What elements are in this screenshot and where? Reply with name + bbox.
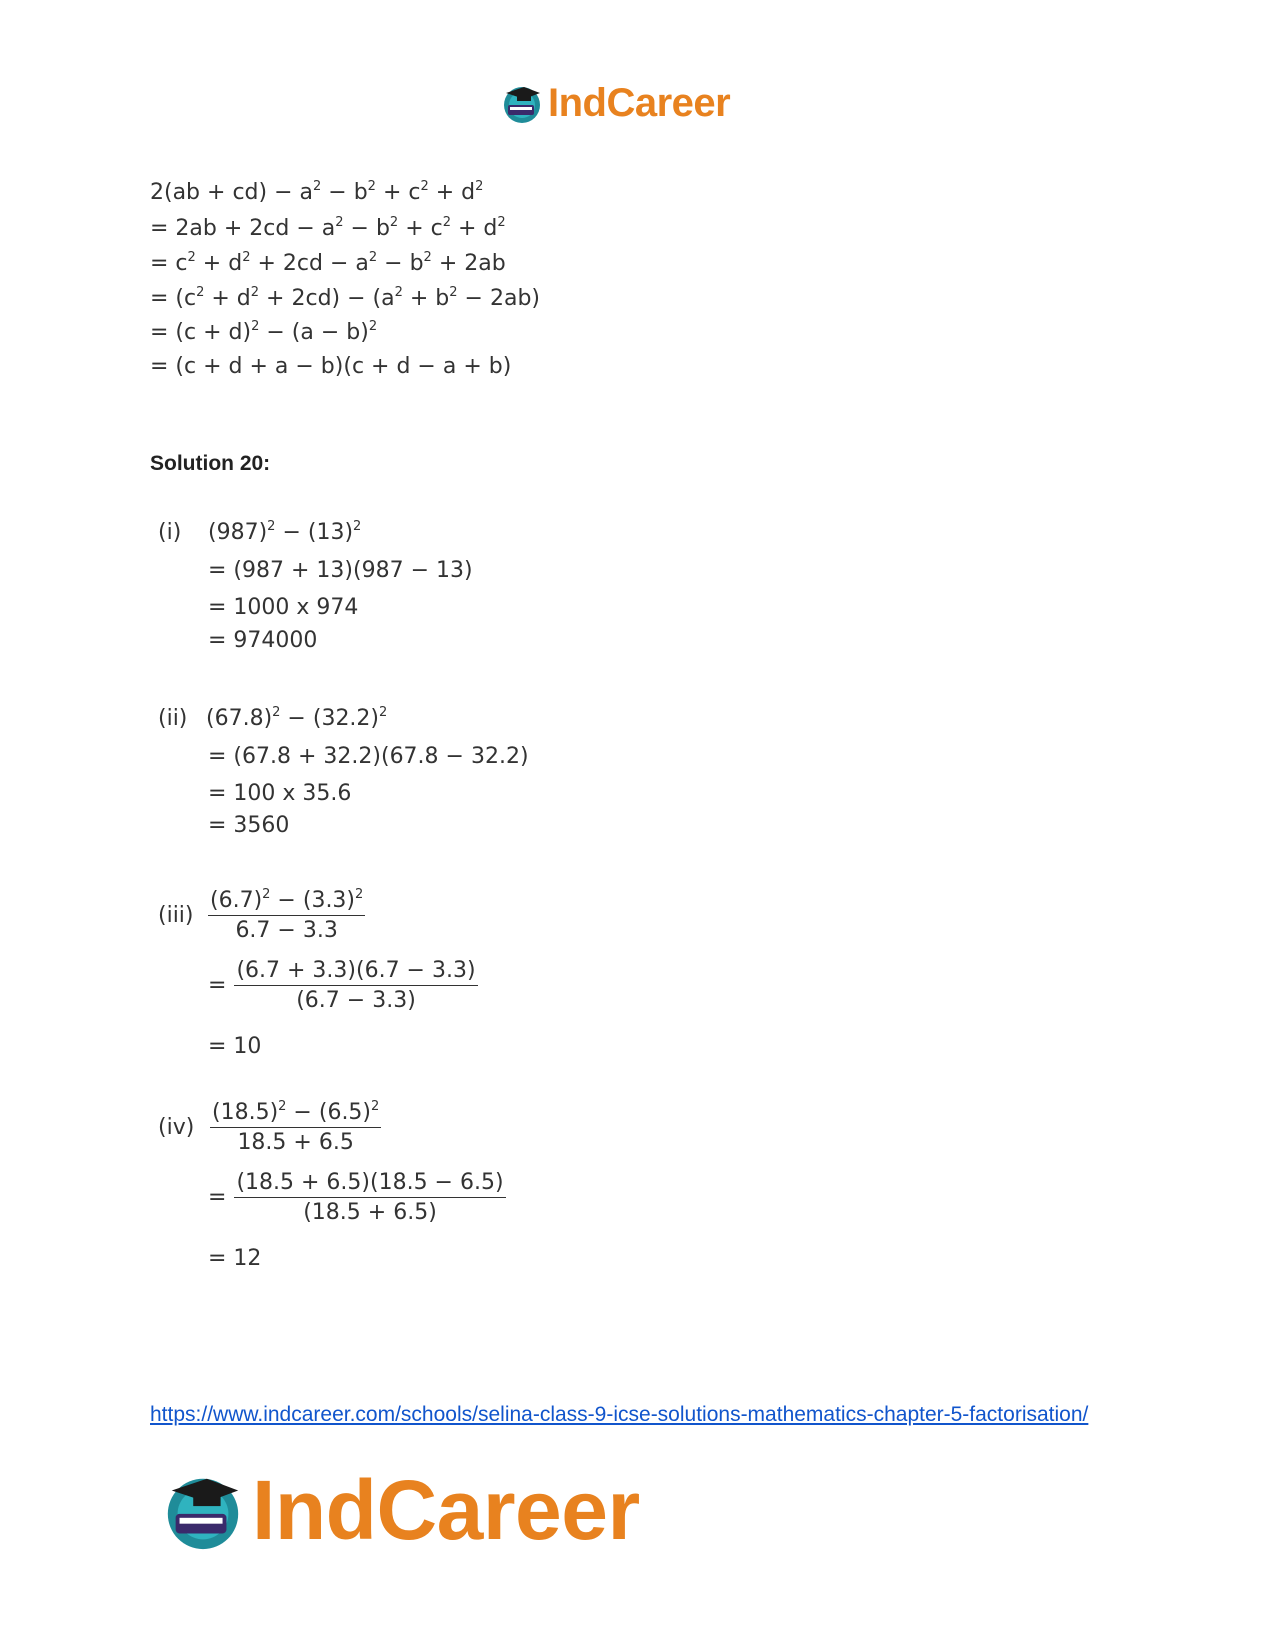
source-link[interactable]: https://www.indcareer.com/schools/selina-class-9-icse-solutions-mathematics-chapter-5-factorisation/	[150, 1403, 1089, 1426]
math-line	[150, 251, 506, 276]
math-line	[150, 216, 506, 241]
logo-text: IndCareer	[252, 1462, 640, 1557]
exponent: 2	[187, 250, 196, 265]
exponent: 2	[242, 250, 251, 265]
step-line	[208, 1170, 506, 1225]
expr-term: − b	[321, 180, 368, 205]
header-logo	[500, 78, 730, 128]
step-line: = 100 x 35.6	[208, 781, 352, 806]
expr-term: + d	[204, 286, 251, 311]
part-label: (ii)	[158, 706, 188, 731]
expr-term: + c	[375, 180, 421, 205]
step-line: = 3560	[208, 813, 290, 838]
fraction	[210, 1100, 381, 1155]
part-iv-expression	[158, 1100, 381, 1155]
fraction	[234, 1170, 505, 1225]
expr-term: (67.8)	[206, 706, 273, 731]
expr-term: (18.5)	[212, 1100, 279, 1125]
exponent: 2	[355, 887, 364, 902]
exponent: 2	[475, 179, 484, 194]
equals-sign: =	[208, 1185, 227, 1210]
math-line	[150, 180, 483, 205]
footer-logo	[160, 1462, 640, 1557]
part-i-expression	[158, 520, 361, 545]
math-line	[150, 320, 377, 345]
exponent: 2	[423, 250, 432, 265]
expr-term: = (c + d + a − b)(c + d − a + b)	[150, 354, 512, 379]
graduation-cap-icon	[500, 81, 544, 125]
logo-text: IndCareer	[548, 80, 731, 125]
expr-term: + d	[428, 180, 476, 205]
fraction-numerator	[208, 888, 365, 916]
step-line: = 974000	[208, 628, 318, 653]
expr-term: + 2cd) − (a	[259, 286, 395, 311]
expr-term: = (c + d)	[150, 320, 252, 345]
exponent: 2	[267, 519, 276, 534]
exponent: 2	[313, 179, 322, 194]
math-line	[150, 286, 540, 311]
fraction-denominator: (18.5 + 6.5)	[303, 1200, 437, 1225]
fraction-denominator: 18.5 + 6.5	[237, 1130, 354, 1155]
fraction	[208, 888, 365, 943]
expr-term: − (a − b)	[259, 320, 369, 345]
fraction-numerator	[210, 1100, 381, 1128]
expr-term: + c	[398, 216, 443, 241]
expr-term: − (32.2)	[280, 706, 380, 731]
exponent: 2	[394, 285, 403, 300]
fraction-denominator: 6.7 − 3.3	[235, 918, 338, 943]
exponent: 2	[250, 285, 260, 300]
exponent: 2	[379, 705, 388, 720]
math-line	[150, 354, 511, 379]
fraction	[234, 958, 477, 1013]
result-line: = 12	[208, 1246, 262, 1271]
exponent: 2	[368, 250, 378, 265]
exponent: 2	[196, 285, 205, 300]
expr-term: 2(ab + cd) − a	[150, 180, 313, 205]
exponent: 2	[497, 215, 506, 230]
expr-term: = c	[150, 251, 188, 276]
expr-term: − b	[343, 216, 390, 241]
fraction-denominator: (6.7 − 3.3)	[296, 988, 416, 1013]
expr-term: + 2ab	[431, 251, 506, 276]
exponent: 2	[420, 179, 429, 194]
exponent: 2	[449, 285, 458, 300]
expr-term: − b	[377, 251, 424, 276]
exponent: 2	[251, 319, 260, 334]
fraction-numerator: (18.5 + 6.5)(18.5 − 6.5)	[234, 1170, 505, 1198]
solution-heading: Solution 20:	[150, 452, 271, 475]
step-line	[208, 958, 478, 1013]
exponent: 2	[335, 215, 344, 230]
exponent: 2	[367, 179, 376, 194]
equals-sign: =	[208, 973, 227, 998]
expr-term: = 2ab + 2cd − a	[150, 216, 336, 241]
part-ii-expression	[158, 706, 387, 731]
result-line: = 10	[208, 1034, 262, 1059]
step-line: = 1000 x 974	[208, 595, 359, 620]
part-label: (iv)	[158, 1115, 195, 1140]
part-label: (i)	[158, 520, 182, 545]
expr-term: − 2ab)	[457, 286, 541, 311]
expr-term: (987)	[208, 520, 268, 545]
step-line: = (67.8 + 32.2)(67.8 − 32.2)	[208, 744, 529, 769]
expr-term: + b	[402, 286, 450, 311]
expr-term: + d	[195, 251, 243, 276]
expr-term: − (13)	[275, 520, 354, 545]
exponent: 2	[368, 319, 378, 334]
exponent: 2	[353, 519, 362, 534]
exponent: 2	[389, 215, 399, 230]
graduation-cap-icon	[160, 1467, 246, 1553]
expr-term: − (3.3)	[270, 888, 356, 913]
expr-term: (6.7)	[210, 888, 263, 913]
expr-term: + 2cd − a	[250, 251, 369, 276]
fraction-numerator: (6.7 + 3.3)(6.7 − 3.3)	[234, 958, 477, 986]
expr-term: + d	[451, 216, 498, 241]
exponent: 2	[442, 215, 451, 230]
step-line: = (987 + 13)(987 − 13)	[208, 558, 473, 583]
part-iii-expression	[158, 888, 365, 943]
exponent: 2	[278, 1099, 287, 1114]
expr-term: − (6.5)	[286, 1100, 372, 1125]
exponent: 2	[262, 887, 271, 902]
expr-term: = (c	[150, 286, 197, 311]
exponent: 2	[272, 705, 281, 720]
part-label: (iii)	[158, 903, 194, 928]
exponent: 2	[371, 1099, 380, 1114]
